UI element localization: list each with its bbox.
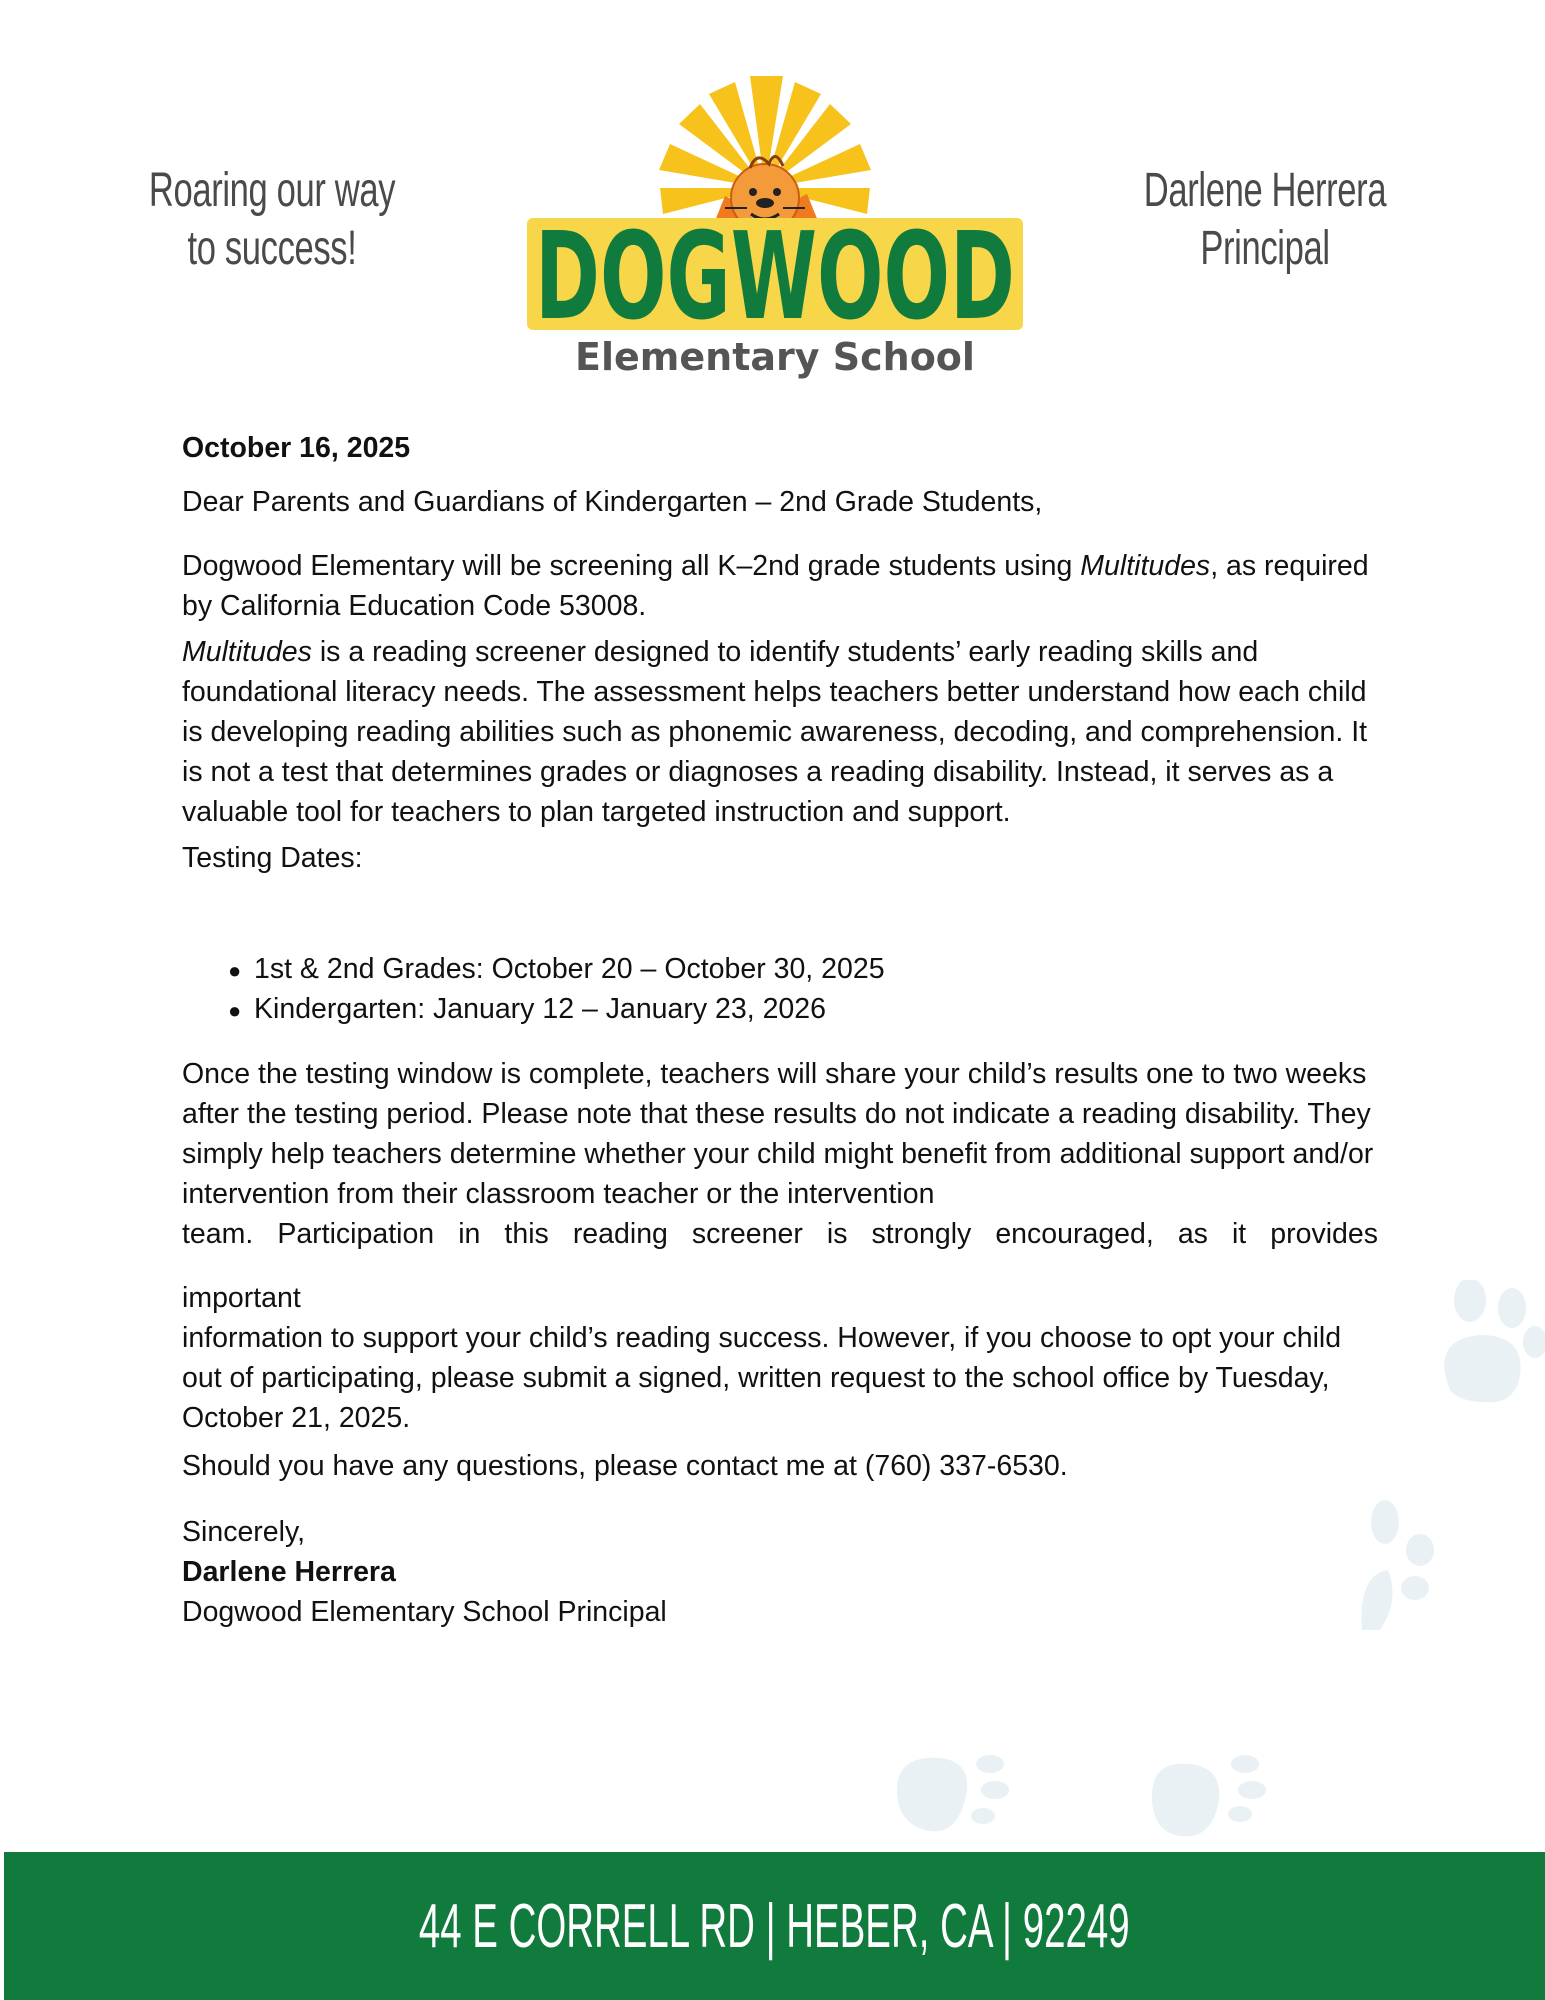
- bullet-icon: ●: [228, 998, 242, 1023]
- salutation: Dear Parents and Guardians of Kindergarten – 2nd Grade Students,: [182, 486, 1043, 518]
- school-motto: [142, 162, 401, 278]
- testing-dates-label: Testing Dates:: [182, 842, 363, 874]
- motto-line-1: Roaring our way: [148, 164, 396, 217]
- paw-print-icon: [895, 1750, 1015, 1840]
- testing-date-kindergarten: Kindergarten: January 12 – January 23, 2026: [254, 993, 826, 1025]
- letter-body: [182, 428, 1382, 1632]
- closing: Sincerely,: [182, 1516, 306, 1548]
- para2-text: is a reading screener designed to identify students’ early reading skills and foundational literacy needs. The assessment helps teachers better understand how each child is developing reading abilities such as phonemic awareness, decoding, and comprehension. It is not a test that determines grades or diagnoses a reading disability. Instead, it serves as a valuable tool for teachers to plan targeted instruction and support.: [182, 636, 1368, 828]
- logo-name: DOGWOOD: [535, 208, 1015, 347]
- para1-text-end: , as required by California Education Code 53008.: [182, 550, 1369, 622]
- principal-header: [1135, 162, 1394, 278]
- list-item: [228, 990, 1382, 1030]
- school-logo: [525, 68, 1025, 380]
- signer-name: Darlene Herrera: [182, 1556, 396, 1588]
- bullet-icon: ●: [228, 958, 242, 983]
- contact-line: Should you have any questions, please contact me at (760) 337-6530.: [182, 1450, 1068, 1482]
- paragraph-multitudes-description: [182, 632, 1382, 832]
- testing-dates-list: [228, 950, 1382, 1030]
- footer-banner: [4, 1852, 1545, 2000]
- logo-subtitle: Elementary School: [575, 335, 975, 379]
- letter-date: October 16, 2025: [182, 432, 411, 464]
- para3-lead: Once the testing window is complete, teachers will share your child’s results one to two weeks after the testing period. Please note that these results do not indicate a reading disability. They simply help teachers determine whether your child might benefit from additional support and/or intervention from their classroom teacher or the intervention: [182, 1058, 1374, 1210]
- para1-text-start: Dogwood Elementary will be screening all K–2nd grade students using: [182, 550, 1081, 582]
- school-address: 44 E CORRELL RD | HEBER, CA | 92249: [419, 1891, 1130, 1961]
- paw-print-icon: [1150, 1750, 1270, 1840]
- multitudes-emphasis: Multitudes: [1080, 550, 1211, 582]
- list-item: [228, 950, 1382, 990]
- signer-title: Dogwood Elementary School Principal: [182, 1596, 667, 1628]
- para3-word: important: [182, 1282, 301, 1314]
- principal-header-title: Principal: [1200, 222, 1330, 275]
- paw-print-icon: [1430, 1280, 1545, 1410]
- para3-tail: information to support your child’s reading success. However, if you choose to opt your child out of participating, please submit a signed, written request to the school office by Tuesday, October 21, 2025.: [182, 1322, 1342, 1434]
- testing-date-grades-1-2: 1st & 2nd Grades: October 20 – October 30, 2025: [254, 953, 885, 985]
- paragraph-screening-intro: [182, 546, 1382, 626]
- paragraph-results: [182, 1054, 1382, 1438]
- multitudes-emphasis-2: Multitudes: [182, 636, 312, 668]
- motto-line-2: to success!: [187, 222, 357, 275]
- principal-header-name: Darlene Herrera: [1143, 164, 1387, 217]
- para3-justified-line: team. Participation in this reading screener is strongly encouraged, as it provides: [182, 1218, 1378, 1250]
- paw-print-icon: [1360, 1500, 1440, 1630]
